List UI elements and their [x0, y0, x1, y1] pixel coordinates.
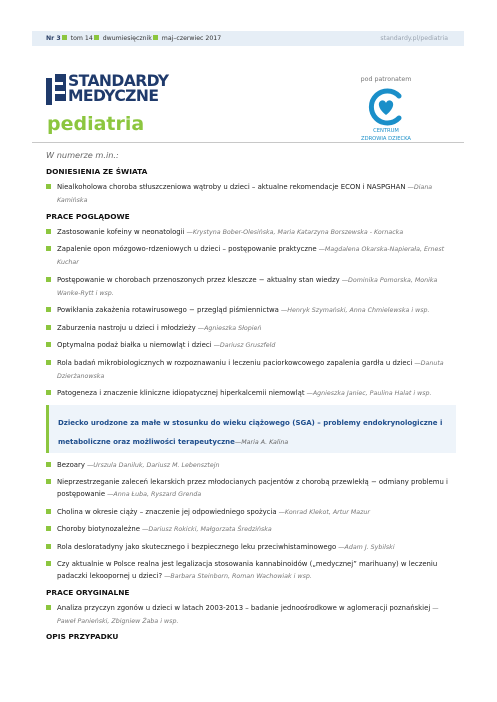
featured-article-authors: — Maria A. Kalina [235, 439, 288, 446]
section-heading: PRACE POGLĄDOWE [46, 211, 130, 221]
list-item[interactable] [46, 339, 456, 352]
patronage-block [355, 75, 417, 142]
contents-list [46, 150, 456, 646]
article-title: Czy aktualnie w Polsce realna jest legalizacja stosowania kannabinoidów („medycznej” marihuany) w leczeniu padaczki lekoopornej u dzieci? [57, 560, 438, 580]
article-authors: — Konrad Klekot, Artur Mazur [277, 509, 370, 516]
list-item[interactable] [46, 243, 456, 269]
article-authors: — Magdalena Okarska-Napierała, Ernest Kuchar [57, 246, 444, 266]
patronage-org-line-1: CENTRUM [373, 128, 399, 134]
list-item[interactable] [46, 558, 456, 583]
article-title: Zaburzenia nastroju u dzieci i młodzieży [57, 323, 196, 332]
bullet-square-icon [46, 325, 51, 330]
header-divider [32, 142, 464, 143]
bullet-square-icon [46, 479, 51, 484]
section-heading: PRACE ORYGINALNE [46, 587, 130, 597]
section-heading: DONIESIENIA ZE ŚWIATA [46, 167, 148, 176]
bullet-square-icon [46, 526, 51, 531]
patronage-label: pod patronatem [360, 76, 412, 83]
article-authors: — Dominika Pomorska, Monika Wanke-Rytt i wsp. [57, 277, 437, 297]
list-item[interactable] [46, 304, 456, 317]
bullet-square-icon [46, 509, 51, 514]
article-title: Choroby biotynozależne [57, 525, 141, 533]
article-title: Niealkoholowa choroba stłuszczeniowa wątroby u dzieci – aktualne rekomendacje ECON i NASPGHAN [57, 183, 406, 191]
article-title: Zapalenie opon mózgowo-rdzeniowych u dzieci – postępowanie praktyczne [57, 245, 317, 253]
article-title: Postępowanie w chorobach przenoszonych przez kleszcze − aktualny stan wiedzy [57, 275, 340, 284]
article-authors: — Krystyna Bober-Olesińska, Maria Katarzyna Borszewska - Kornacka [185, 229, 404, 236]
bullet-square-icon [46, 184, 51, 189]
list-item[interactable] [46, 357, 456, 383]
logo-mark-icon [46, 74, 66, 105]
bullet-square-icon [153, 35, 158, 40]
article-authors: — Barbara Steinborn, Roman Wachowiak i wsp. [162, 573, 312, 580]
article-authors: — Diana Kamińska [57, 184, 432, 204]
article-authors: — Anna Łuba, Ryszard Grenda [105, 491, 201, 498]
featured-article[interactable] [46, 405, 456, 453]
featured-article-title: Dziecko urodzone za małe w stosunku do wieku ciążowego (SGA) – problemy endokrynologiczne i metaboliczne oraz możliwości terapeutyczne [58, 418, 443, 446]
intro-text: W numerze m.in.: [46, 150, 119, 160]
article-title: Cholina w okresie ciąży – znaczenie jej odpowiedniego spożycia [57, 507, 277, 516]
article-authors: — Dariusz Gruszfeld [212, 342, 276, 349]
frequency: dwumiesięcznik [102, 35, 152, 42]
issue-number: Nr 3 [46, 35, 61, 42]
bullet-square-icon [46, 605, 51, 610]
list-item[interactable] [46, 274, 456, 300]
bullet-square-icon [46, 246, 51, 251]
article-title: Optymalna podaż białka u niemowląt i dzieci [57, 341, 212, 349]
list-item[interactable] [46, 541, 456, 554]
article-title: Bezoary [57, 460, 85, 469]
article-authors: — Danuta Dzierżanowska [57, 360, 444, 380]
bullet-square-icon [46, 462, 51, 467]
article-authors: — Adam J. Sybilski [336, 544, 394, 551]
list-item[interactable] [46, 602, 456, 628]
article-title: Analiza przyczyn zgonów u dzieci w latach 2003-2013 – badanie jednoośrodkowe w aglomeracji poznańskiej [57, 603, 431, 612]
site-link[interactable]: standardy.pl/pediatria [380, 35, 448, 42]
journal-subtitle: pediatria [47, 113, 145, 135]
article-authors: — Agnieszka Janiec, Paulina Halat i wsp. [305, 390, 432, 397]
issue-bar [32, 31, 464, 46]
bullet-square-icon [46, 544, 51, 549]
list-item[interactable] [46, 181, 456, 207]
article-title: Nieprzestrzeganie zaleceń lekarskich przez młodocianych pacjentów z chorobą przewlekłą − odmiany problemu i postępowanie [57, 478, 448, 498]
logo-wordmark [68, 74, 169, 104]
logo-line-2: MEDYCZNE [68, 87, 159, 105]
article-authors: — Henryk Szymański, Anna Chmielewska i wsp. [279, 307, 430, 314]
article-authors: — Dariusz Rokicki, Małgorzata Średzińska [140, 526, 272, 533]
list-item[interactable] [46, 506, 456, 519]
article-title: Rola badań mikrobiologicznych w rozpoznawaniu i leczeniu paciorkowcowego zapalenia gardła u dzieci [57, 358, 413, 367]
bullet-square-icon [46, 360, 51, 365]
list-item[interactable] [46, 387, 456, 400]
bullet-square-icon [46, 390, 51, 395]
bullet-square-icon [46, 561, 51, 566]
bullet-square-icon [46, 229, 51, 234]
list-item[interactable] [46, 226, 456, 239]
list-item[interactable] [46, 459, 456, 472]
bullet-square-icon [46, 307, 51, 312]
list-item[interactable] [46, 476, 456, 501]
bullet-square-icon [46, 277, 51, 282]
article-authors: — Agnieszka Słopień [196, 325, 262, 332]
volume: tom 14 [70, 35, 93, 42]
article-title: Patogeneza i znaczenie kliniczne idiopatycznej hiperkalcemii niemowląt [57, 389, 305, 397]
section-heading: OPIS PRZYPADKU [46, 632, 119, 641]
bullet-square-icon [62, 35, 67, 40]
article-title: Rola desloratadyny jako skutecznego i bezpiecznego leku przeciwhistaminowego [57, 542, 337, 551]
article-authors: — Urszula Daniluk, Dariusz M. Lebensztejn [85, 462, 220, 469]
article-title: Powikłania zakażenia rotawirusowego − przegląd piśmiennictwa [57, 306, 279, 314]
article-title: Zastosowanie kofeiny w neonatologii [57, 227, 185, 236]
period: maj–czerwiec 2017 [161, 35, 222, 42]
list-item[interactable] [46, 322, 456, 335]
list-item[interactable] [46, 523, 456, 536]
bullet-square-icon [46, 342, 51, 347]
bullet-square-icon [94, 35, 99, 40]
patronage-org-line-2: ZDROWIA DZIECKA [361, 135, 411, 142]
logo-line-1: STANDARDY [68, 72, 169, 90]
heart-c-emblem-icon [366, 87, 406, 127]
article-authors: — Paweł Panieński, Zbigniew Żaba i wsp. [57, 605, 439, 625]
